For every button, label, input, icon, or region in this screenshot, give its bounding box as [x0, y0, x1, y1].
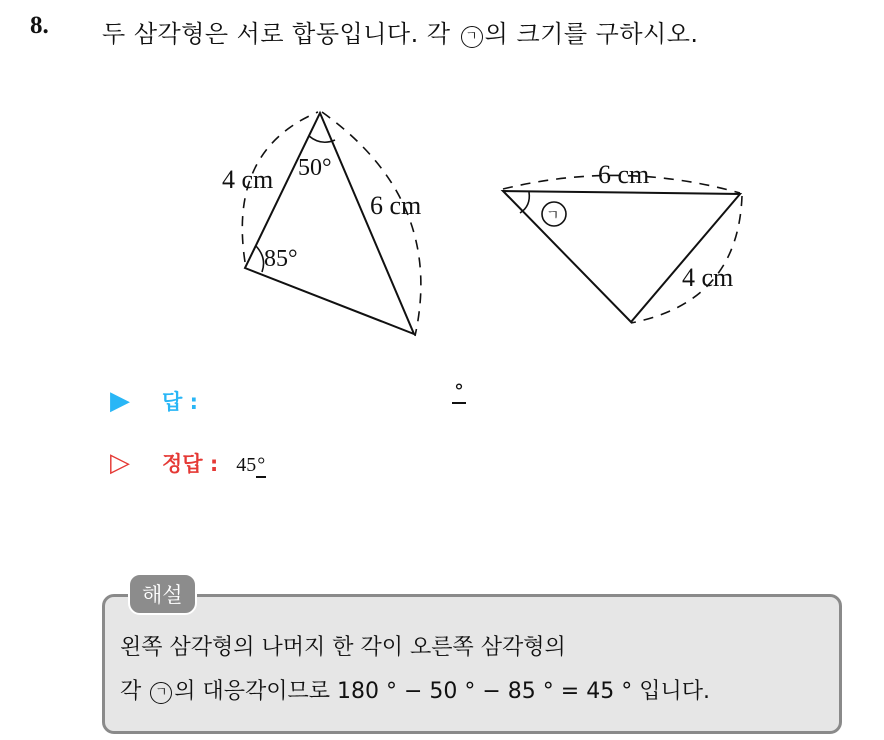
correct-unit: ° — [257, 454, 266, 476]
correct-value — [236, 454, 266, 476]
explanation-line-2-after: 의 대응각이므로 180 ° − 50 ° − 85 ° = 45 ° 입니다. — [174, 679, 710, 704]
label-4cm-right: 4 cm — [682, 263, 734, 292]
question-text-after: 의 크기를 구하시오. — [484, 20, 699, 48]
correct-answer-row — [110, 448, 266, 478]
correct-number: 45 — [236, 454, 257, 476]
explanation-line-2 — [120, 674, 710, 705]
explanation-tag: 해설 — [128, 573, 197, 615]
circled-giyeok-explanation: ㄱ — [150, 682, 172, 704]
label-4cm-left: 4 cm — [222, 165, 274, 194]
answer-marker-icon: ▶ — [110, 386, 130, 416]
left-dashed-arc-6cm — [322, 112, 421, 336]
label-giyeok-figure: ㄱ — [546, 208, 560, 224]
right-triangle — [503, 191, 740, 322]
answer-label: 답 : — [162, 390, 198, 414]
explanation-box — [102, 594, 842, 734]
label-50-degrees: 50° — [298, 155, 332, 181]
answer-row — [110, 386, 198, 416]
circled-giyeok-symbol: ㄱ — [461, 26, 483, 48]
correct-marker-icon: ▷ — [110, 448, 130, 478]
label-6cm-right: 6 cm — [598, 160, 650, 189]
explanation-line-1: 왼쪽 삼각형의 나머지 한 각이 오른쪽 삼각형의 — [120, 635, 566, 660]
label-6cm-left: 6 cm — [370, 191, 422, 220]
left-triangle — [245, 113, 414, 334]
label-85-degrees: 85° — [264, 246, 298, 272]
question-number: 8. — [30, 12, 49, 39]
correct-label: 정답 : — [162, 452, 219, 476]
answer-blank[interactable]: ° — [454, 379, 464, 403]
explanation-line-2-before: 각 — [120, 679, 149, 704]
question-text-before: 두 삼각형은 서로 합동입니다. 각 — [102, 20, 459, 48]
angle-arc-left — [256, 246, 264, 272]
